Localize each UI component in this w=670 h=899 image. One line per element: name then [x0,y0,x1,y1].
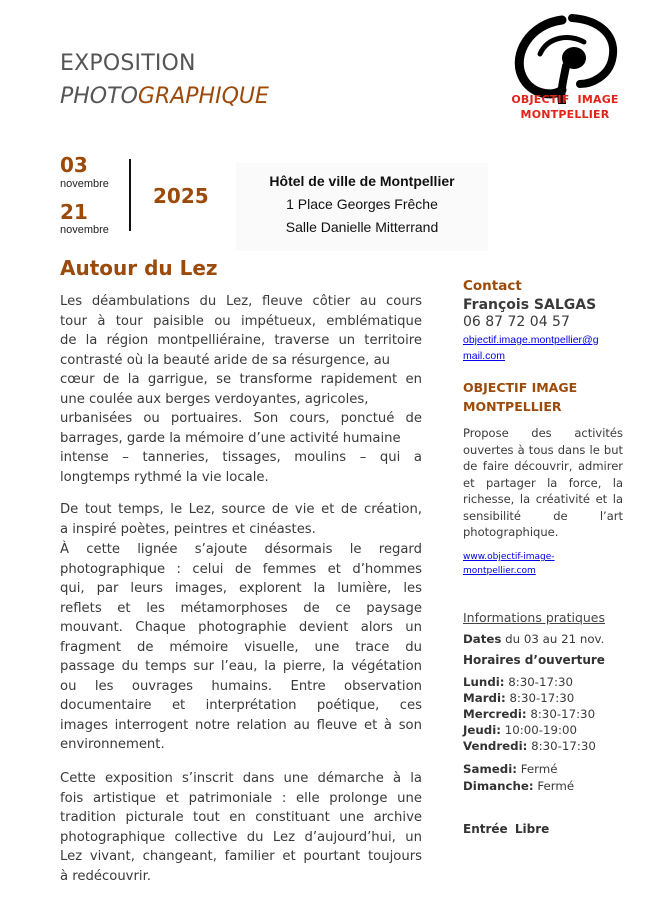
logo-objectif: OBJECTIF [511,93,570,106]
text-line: Les déambulations du Lez, fleuve côtier au cours [60,294,422,309]
article-paragraph-3 [60,540,422,755]
hours-row-wednesday [463,706,623,722]
text-line: de faire découvrir, admirer [463,459,623,473]
day-label: Jeudi: [463,723,501,737]
text-line: ou les ouvrages humains. Entre observation [60,678,422,694]
contact-phone: 06 87 72 04 57 [463,314,570,330]
hours-value: 8:30-17:30 [505,691,575,705]
venue-room: Salle Danielle Mitterrand [285,219,439,235]
text-line: photographique : celui de femmes et d’hommes [60,561,422,577]
venue-address: 1 Place Georges Frêche [286,196,438,212]
weekend-hours-list [463,761,623,794]
hours-value: 8:30-17:30 [527,739,596,753]
dates-label: Dates [463,632,502,646]
hours-row-thursday [463,722,623,738]
exhibition-title-line2 [60,84,269,109]
org-heading-line2: MONTPELLIER [463,399,562,414]
text-line: passage du temps sur l’eau, la pierre, la végétation [60,659,422,674]
text-line: cœur de la garrigue, se transforme rapidement en [60,372,422,387]
hours-value: 10:00-19:00 [501,723,578,737]
hours-row-friday [463,738,623,754]
article-paragraph-4 [60,769,422,886]
text-line: a inspiré poètes, peintres et cinéastes. [60,521,316,537]
logo-line1 [500,93,630,106]
text-line: urbanisées ou portuaires. Son cours, ponctué de [60,411,422,426]
venue-box [236,163,488,251]
text-line: et partager la force, la [463,475,623,490]
text-line: images interrogent notre relation au fleuve et à son [60,717,422,733]
text-line: De tout temps, le Lez, source de vie et de création, [60,502,422,517]
website-link[interactable] [463,550,623,578]
contact-name: François SALGAS [463,297,597,313]
end-day: 21 [60,200,88,224]
article-heading: Autour du Lez [60,256,218,280]
date-divider [129,159,131,231]
contact-heading: Contact [463,278,522,294]
venue-name: Hôtel de ville de Montpellier [269,173,455,189]
text-line: richesse, la créativité et la [463,492,623,506]
email-line-2[interactable]: mail.com [463,350,506,362]
text-line: ouvertes à tous dans le but [463,442,623,457]
website-line-1[interactable]: www.objectif-image- [463,552,555,562]
text-line: à redécouvrir. [60,868,151,884]
text-line: tour à tour paisible ou impétueux, emblématique [60,313,422,329]
text-line: barrages, garde la mémoire d’une activité humaine [60,430,401,446]
opening-hours-heading: Horaires d’ouverture [463,653,605,667]
text-line: reflets et les métamorphoses de ce paysage [60,600,422,616]
end-month: novembre [60,224,109,236]
text-line: Lez vivant, changeant, familier et pourtant toujours [60,849,422,864]
day-label: Mercredi: [463,707,527,721]
text-line: photographique. [463,525,559,539]
org-description [463,425,623,541]
exhibition-title-line1: EXPOSITION [60,51,196,76]
article-paragraph-2 [60,500,422,539]
text-line: documentaire et interprétation poétique, ces [60,698,422,713]
hours-row-monday [463,674,623,690]
article-paragraph-1 [60,292,422,487]
dates-value: du 03 au 21 nov. [501,632,605,646]
text-line: contrasté où la beauté aride de sa résurgence, au [60,352,391,368]
text-line: de la région montpelliéraine, traverse un territoire [60,333,422,348]
text-line: À cette lignée s’ajoute désormais le regard [60,542,422,557]
hours-row-tuesday [463,690,623,706]
text-line: environnement. [60,737,165,752]
org-heading [463,378,623,416]
text-line: Cette exposition s’inscrit dans une démarche à la [60,771,422,786]
text-line: Propose des activités [463,426,623,440]
org-heading-line1: OBJECTIF IMAGE [463,380,578,395]
hours-value: 8:30-17:30 [526,707,596,721]
day-label: Mardi: [463,691,506,705]
hours-value: 8:30-17:30 [504,675,574,689]
hours-value: Fermé [516,762,558,776]
event-year: 2025 [153,184,209,208]
practical-info-heading: Informations pratiques [463,610,606,625]
text-line: une coulée aux berges verdoyantes, agricoles, [60,391,369,407]
start-day: 03 [60,153,88,177]
email-line-1[interactable]: objectif.image.montpellier@g [463,334,599,346]
website-line-2[interactable]: montpellier.com [463,566,536,576]
text-line: photographique collective du Lez d’aujourd’hui, un [60,829,422,845]
day-label: Dimanche: [463,778,534,793]
contact-email-link[interactable] [463,332,623,364]
objectif-image-logo [500,14,630,129]
title-graphique: GRAPHIQUE [137,84,269,109]
text-line: sensibilité de l’art [463,508,623,523]
day-label: Vendredi: [463,739,528,753]
text-line: longtemps rythmé la vie locale. [60,469,269,485]
hours-row-sunday [463,778,623,795]
practical-dates [463,632,623,646]
start-month: novembre [60,178,109,190]
day-label: Samedi: [463,762,517,776]
text-line: fois artistique et patrimoniale : elle prolonge une [60,790,422,806]
hours-value: Fermé [533,778,575,793]
free-entry: Entrée Libre [463,822,550,836]
logo-image: IMAGE [577,93,619,106]
title-photo: PHOTO [60,84,138,109]
opening-hours-list [463,674,623,754]
hours-row-saturday [463,761,623,778]
text-line: fragment de mémoire visuelle, une trace du [60,639,422,655]
text-line: qui, par leurs images, explorent la lumière, les [60,581,422,596]
text-line: mouvant. Chaque photographie devient alors un [60,620,422,635]
text-line: tradition picturale tout en constituant une archive [60,810,422,825]
text-line: intense – tanneries, tissages, moulins – qui a [60,450,422,465]
day-label: Lundi: [463,675,505,689]
logo-montpellier: MONTPELLIER [520,108,610,121]
camera-lens-swirl-logo-icon [500,14,630,104]
